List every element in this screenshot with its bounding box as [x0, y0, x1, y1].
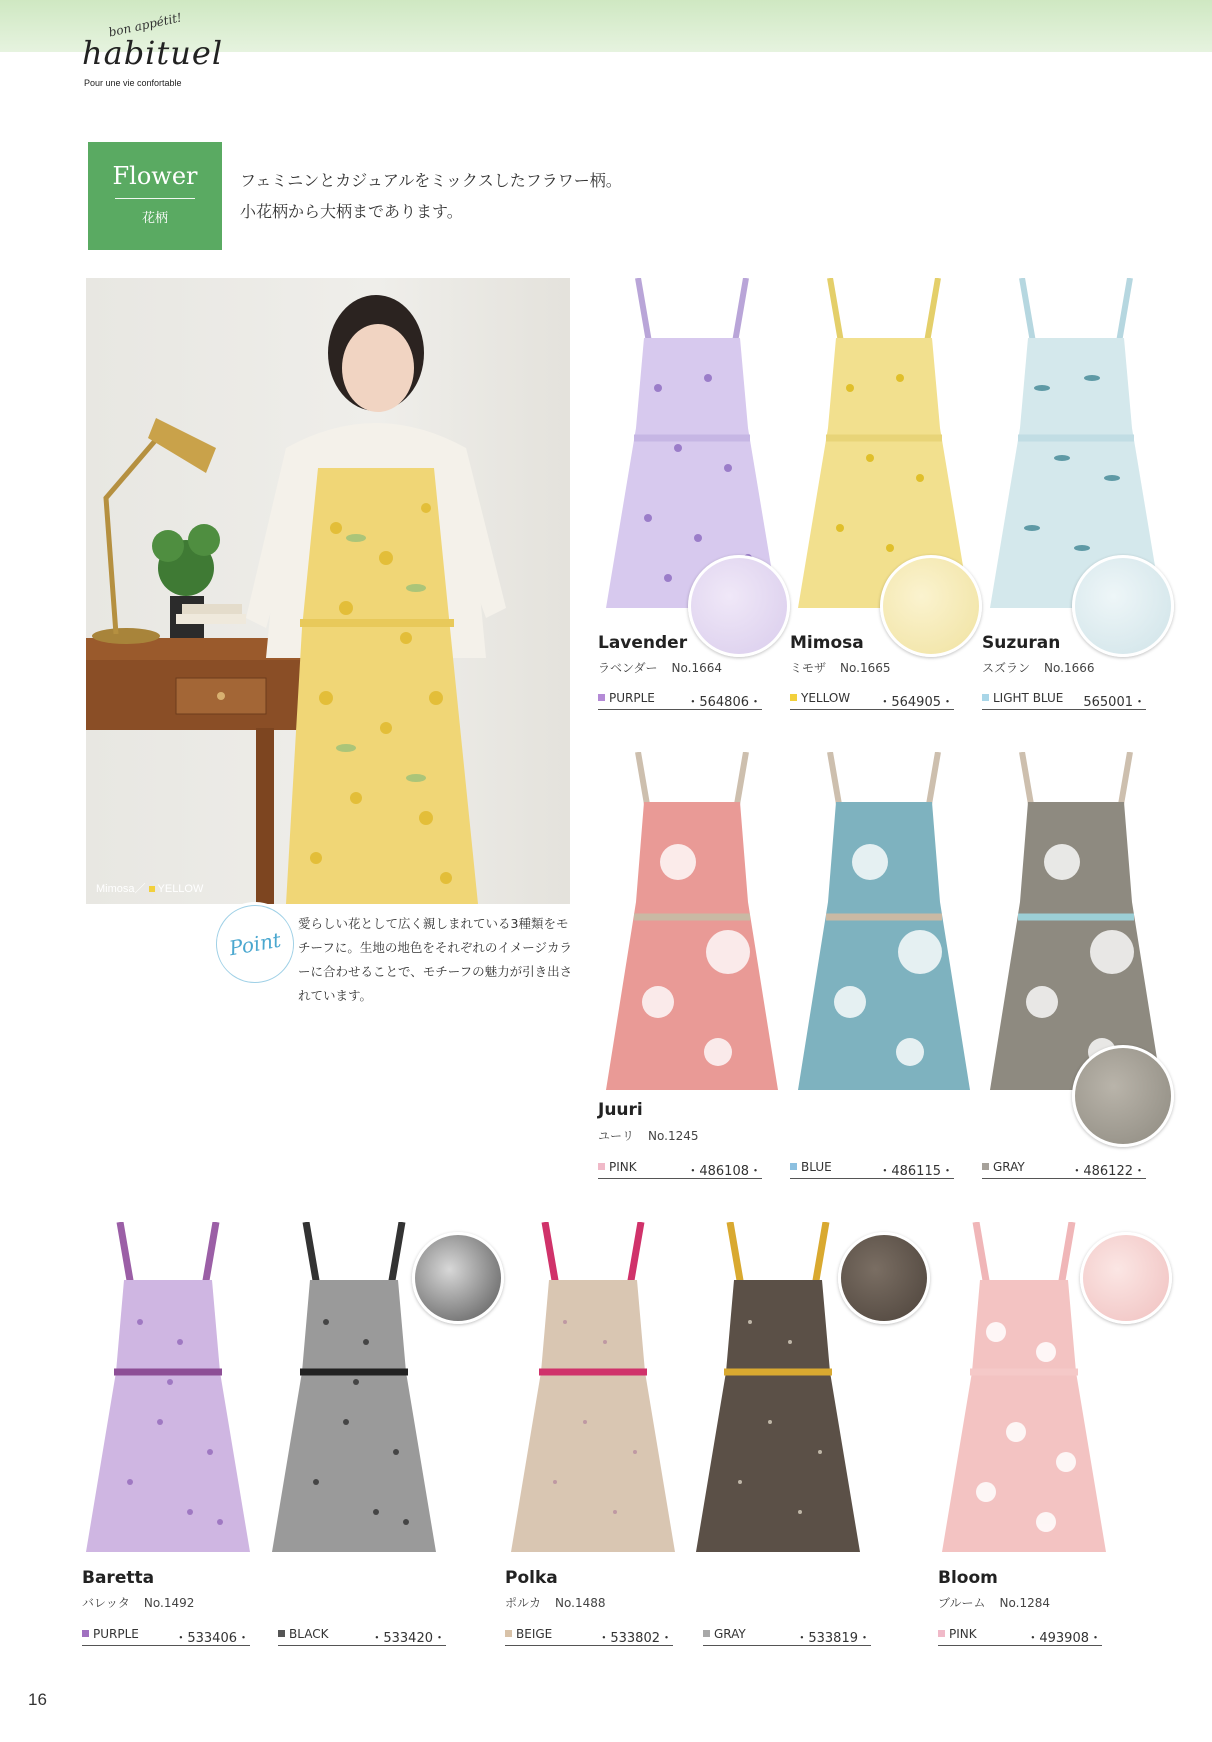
swatch-juuri: [1072, 1045, 1174, 1147]
point-badge: Point: [210, 899, 300, 989]
model-photo-illustration: [86, 278, 570, 904]
caption-sep: ／: [134, 883, 146, 895]
swatch-bloom: [1080, 1232, 1172, 1324]
color-chip: [790, 694, 797, 701]
color-chip: [598, 694, 605, 701]
caption-color-chip: [149, 886, 155, 892]
sku-code: ・533802・: [597, 1631, 673, 1646]
caption-name: Mimosa: [96, 883, 135, 895]
product-name-mimosa: Mimosa: [790, 633, 864, 653]
product-name-juuri: Juuri: [598, 1100, 643, 1120]
sku-juuri-pink: [598, 1160, 762, 1179]
sku-color: PURPLE: [93, 1627, 139, 1641]
product-jp-baretta: [82, 1594, 194, 1611]
product-jp-polka: [505, 1594, 605, 1611]
brand-logo: [82, 10, 242, 98]
section-title: Flower: [112, 162, 198, 190]
apron-baretta-purple-image: [80, 1222, 256, 1552]
section-subtitle: 花柄: [141, 211, 168, 226]
jp-name: スズラン: [982, 661, 1031, 675]
product-name-polka: Polka: [505, 1568, 558, 1588]
product-number: No.1245: [648, 1129, 699, 1143]
swatch-polka: [838, 1232, 930, 1324]
product-number: No.1284: [999, 1596, 1050, 1610]
sku-lavender-purple: [598, 691, 762, 710]
sku-code: ・533420・: [370, 1631, 446, 1646]
jp-name: ラベンダー: [598, 661, 658, 675]
product-jp-suzuran: [982, 659, 1094, 676]
sku-bloom-pink: [938, 1627, 1102, 1646]
sku-code: ・564806・: [686, 695, 762, 710]
product-jp-juuri: [598, 1127, 698, 1144]
section-intro: [240, 165, 622, 227]
product-name-bloom: Bloom: [938, 1568, 998, 1588]
product-number: No.1492: [143, 1596, 195, 1610]
sku-code: ・533406・: [174, 1631, 250, 1646]
jp-name: ポルカ: [505, 1596, 542, 1610]
product-jp-lavender: [598, 659, 722, 676]
product-number: No.1665: [840, 661, 891, 675]
model-photo: [86, 278, 570, 904]
swatch-mimosa: [880, 555, 982, 657]
sku-juuri-blue: [790, 1160, 954, 1179]
logo-tagline: Pour une vie confortable: [84, 78, 182, 88]
sku-code: ・533819・: [795, 1631, 871, 1646]
color-chip: [982, 694, 989, 701]
product-number: No.1666: [1044, 661, 1095, 675]
sku-color: PURPLE: [609, 691, 655, 705]
color-chip: [938, 1630, 945, 1637]
product-name-baretta: Baretta: [82, 1568, 155, 1588]
sku-color: BLACK: [289, 1627, 329, 1641]
apron-juuri-blue-image: [790, 752, 974, 1090]
page-number: 16: [28, 1690, 47, 1709]
apron-juuri-gray-image: [982, 752, 1166, 1090]
logo-arc-text: bon appétit!: [107, 10, 184, 40]
product-jp-bloom: [938, 1594, 1050, 1611]
sku-code: ・564905・: [878, 695, 954, 710]
sku-color: BEIGE: [516, 1627, 553, 1641]
product-name-suzuran: Suzuran: [982, 633, 1061, 653]
jp-name: バレッタ: [82, 1596, 130, 1610]
section-divider: [115, 198, 195, 199]
sku-color: GRAY: [993, 1160, 1025, 1174]
apron-polka-beige-image: [505, 1222, 681, 1552]
color-chip: [82, 1630, 89, 1637]
product-number: No.1664: [671, 661, 722, 675]
product-jp-mimosa: [790, 659, 890, 676]
color-chip: [790, 1163, 797, 1170]
color-chip: [505, 1630, 512, 1637]
sku-code: ・486108・: [686, 1164, 762, 1179]
swatch-lavender: [688, 555, 790, 657]
sku-color: PINK: [949, 1627, 977, 1641]
product-number: No.1488: [555, 1596, 606, 1610]
photo-caption: [96, 880, 203, 896]
caption-color: YELLOW: [157, 883, 204, 895]
sku-color: LIGHT BLUE: [993, 691, 1064, 705]
sku-mimosa-yellow: [790, 691, 954, 710]
apron-juuri-pink-image: [598, 752, 782, 1090]
sku-code: ・486122・: [1070, 1164, 1146, 1179]
color-chip: [982, 1163, 989, 1170]
sku-color: BLUE: [801, 1160, 832, 1174]
sku-polka-beige: [505, 1627, 673, 1646]
intro-line-2: 小花柄から大柄まであります。: [240, 202, 463, 221]
sku-code: 565001・: [1083, 695, 1146, 710]
jp-name: ミモザ: [790, 661, 827, 675]
jp-name: ユーリ: [598, 1129, 635, 1143]
sku-color: GRAY: [714, 1627, 746, 1641]
sku-baretta-purple: [82, 1627, 250, 1646]
jp-name: ブルーム: [938, 1596, 986, 1610]
sku-color: YELLOW: [801, 691, 851, 705]
sku-polka-gray: [703, 1627, 871, 1646]
intro-line-1: フェミニンとカジュアルをミックスしたフラワー柄。: [240, 171, 622, 190]
point-text: 愛らしい花として広く親しまれている3種類をモチーフに。生地の地色をそれぞれのイメージカラーに合わせることで、モチーフの魅力が引き出されています。: [298, 916, 573, 1003]
swatch-baretta: [412, 1232, 504, 1324]
color-chip: [703, 1630, 710, 1637]
sku-suzuran-lightblue: [982, 691, 1146, 710]
section-label-box: [88, 142, 222, 250]
color-chip: [278, 1630, 285, 1637]
product-name-lavender: Lavender: [598, 633, 688, 653]
logo-script: habituel: [82, 34, 224, 72]
sku-code: ・493908・: [1026, 1631, 1102, 1646]
swatch-suzuran: [1072, 555, 1174, 657]
sku-code: ・486115・: [878, 1164, 954, 1179]
sku-color: PINK: [609, 1160, 637, 1174]
sku-juuri-gray: [982, 1160, 1146, 1179]
color-chip: [598, 1163, 605, 1170]
sku-baretta-black: [278, 1627, 446, 1646]
